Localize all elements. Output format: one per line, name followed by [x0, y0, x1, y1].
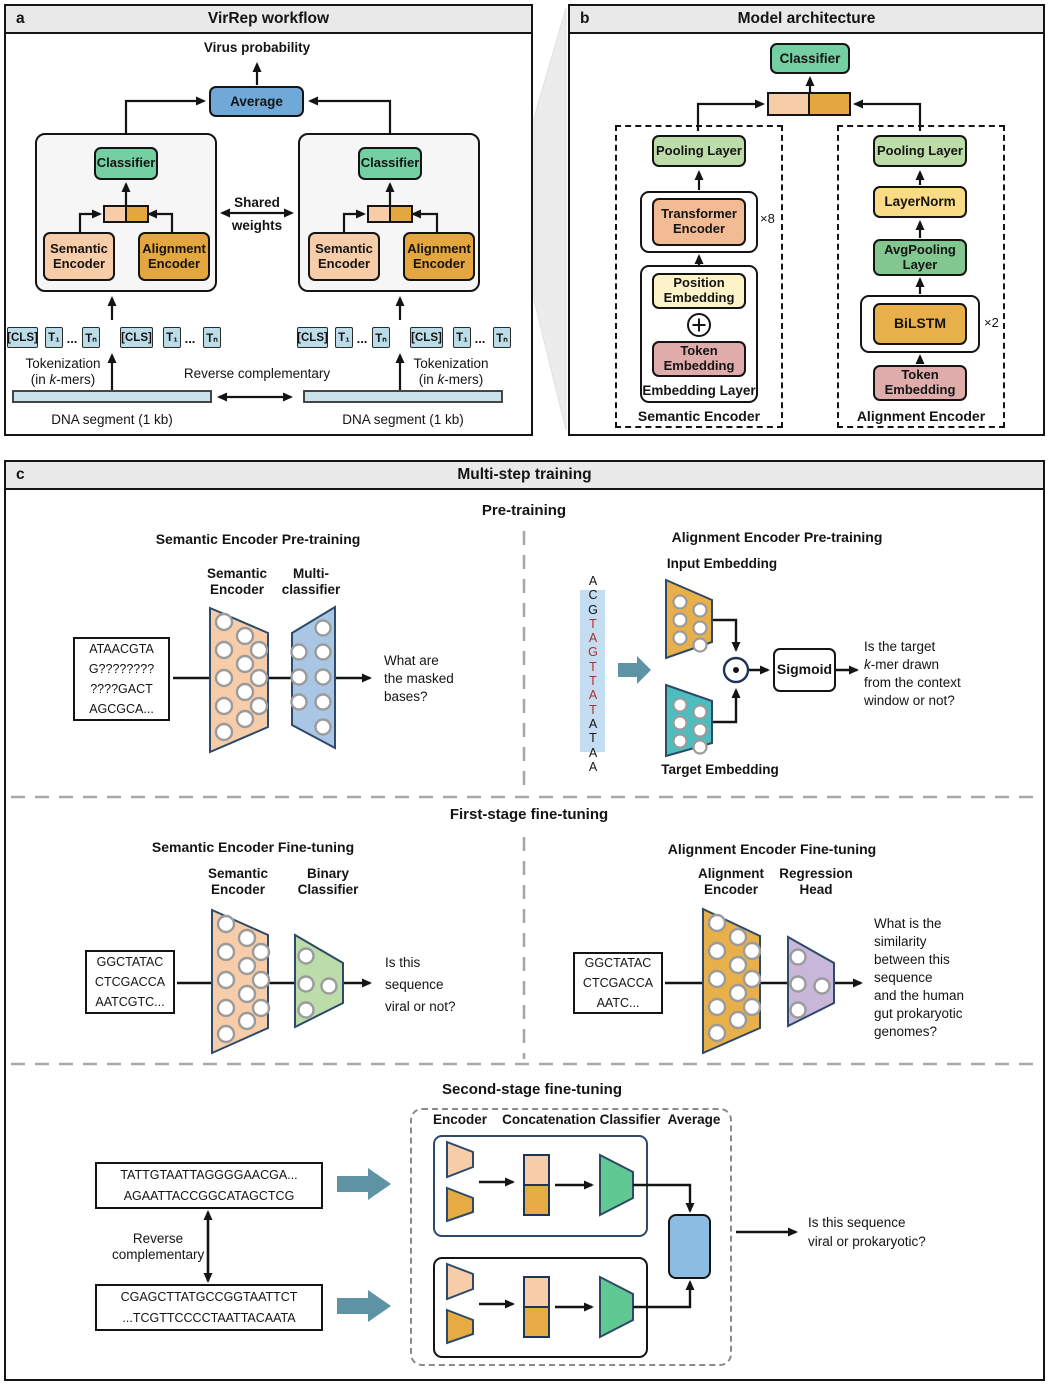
- semantic-finetune-title: Semantic Encoder Fine-tuning: [151, 839, 355, 855]
- alignment-encoder-box: Alignment Encoder: [138, 232, 210, 281]
- panel-a-header: [6, 6, 531, 34]
- tn-token: Tₙ: [372, 327, 390, 348]
- token-embedding-box: Token Embedding: [652, 341, 746, 377]
- pooling-layer-box: Pooling Layer: [873, 135, 967, 167]
- sequence-input: GGCTATAC CTCGACCA AATC...: [573, 952, 663, 1014]
- dna-segment-label: DNA segment (1 kb): [342, 412, 464, 427]
- times-8-label: ×8: [760, 211, 775, 226]
- token-ellipsis: ...: [184, 331, 196, 346]
- panel-a-title: VirRep workflow: [207, 10, 330, 27]
- layernorm-box: LayerNorm: [873, 186, 967, 218]
- tokenization-label: Tokenization (in k-mers): [25, 356, 101, 388]
- semantic-encoder-label: Semantic Encoder: [637, 408, 761, 424]
- reverse-branch-container: [433, 1257, 648, 1358]
- pretraining-heading: Pre-training: [481, 502, 567, 519]
- tn-token: Tₙ: [203, 327, 221, 348]
- token-ellipsis: ...: [66, 331, 78, 346]
- avgpooling-layer-box: AvgPooling Layer: [873, 239, 967, 276]
- virus-probability-label: Virus probability: [203, 40, 311, 55]
- tn-token: Tₙ: [493, 327, 511, 348]
- embedding-layer-label: Embedding Layer: [642, 383, 756, 398]
- zoom-connector-wedge: [534, 8, 566, 430]
- forward-branch-container: [433, 1135, 648, 1237]
- forward-sequence-input: TATTGTAATTAGGGGAACGA... AGAATTACCGGCATAGCTCG: [95, 1162, 323, 1209]
- similarity-question: What is the similarity between this sequence and the human gut prokaryotic genomes?: [874, 916, 965, 1039]
- shared-weights-label: Shared: [234, 195, 280, 210]
- pooling-layer-box: Pooling Layer: [652, 135, 746, 167]
- token-embedding-box: Token Embedding: [873, 365, 967, 401]
- times-2-label: ×2: [984, 315, 999, 330]
- regression-head-label: Regression Head: [779, 866, 853, 898]
- sigmoid-box: Sigmoid: [773, 648, 836, 692]
- shared-weights-label: weights: [231, 218, 283, 233]
- classifier-box: Classifier: [358, 147, 422, 180]
- concatenation-column-header: Concatenation: [502, 1112, 596, 1127]
- reverse-sequence-input: CGAGCTTATGCCGGTAATTCT ...TCGTTCCCCTAATTACAATA: [95, 1284, 323, 1331]
- viral-question: Is this sequence viral or not?: [385, 955, 456, 1014]
- cls-token: [CLS]: [297, 327, 328, 348]
- t1-token: T₁: [335, 327, 353, 348]
- alignment-finetune-title: Alignment Encoder Fine-tuning: [667, 841, 877, 857]
- context-window-question: Is the target k-mer drawn from the context window or not?: [864, 639, 961, 708]
- cls-token: [CLS]: [410, 327, 443, 348]
- masked-bases-question: What are the masked bases?: [384, 653, 454, 704]
- semantic-encoder-label: Semantic Encoder: [207, 866, 269, 898]
- final-question: Is this sequence viral or prokaryotic?: [808, 1215, 926, 1249]
- cls-token: [CLS]: [120, 327, 153, 348]
- reverse-complementary-label: Reverse complementary: [112, 1231, 205, 1263]
- t1-token: T₁: [45, 327, 63, 348]
- masked-sequence-input: ATAACGTA G???????? ????GACT AGCGCA...: [73, 637, 170, 721]
- semantic-encoder-box: Semantic Encoder: [308, 232, 380, 281]
- semantic-encoder-box: Semantic Encoder: [43, 232, 115, 281]
- semantic-pretrain-title: Semantic Encoder Pre-training: [155, 531, 361, 547]
- dna-segment-label: DNA segment (1 kb): [51, 412, 173, 427]
- multi-classifier-label: Multi- classifier: [281, 566, 341, 598]
- semantic-encoder-label: Semantic Encoder: [206, 566, 268, 598]
- tokenization-label: Tokenization (in k-mers): [413, 356, 489, 388]
- tn-token: Tₙ: [82, 327, 100, 348]
- alignment-encoder-label: Alignment Encoder: [698, 866, 764, 898]
- panel-b-title: Model architecture: [737, 10, 876, 27]
- cls-token: [CLS]: [7, 327, 38, 348]
- t1-token: T₁: [163, 327, 181, 348]
- token-ellipsis: ...: [474, 331, 486, 346]
- panel-b-tag: b: [580, 10, 590, 27]
- token-ellipsis: ...: [356, 331, 368, 346]
- alignment-pretrain-title: Alignment Encoder Pre-training: [671, 529, 883, 545]
- binary-classifier-label: Binary Classifier: [297, 866, 359, 898]
- panel-c-tag: c: [16, 466, 25, 483]
- average-column-header: Average: [667, 1112, 721, 1127]
- panel-a-tag: a: [16, 10, 25, 27]
- kmer-sequence-column: A C G T A G T T A T A T A A: [588, 574, 598, 774]
- panel-c-header: [6, 462, 1043, 490]
- position-embedding-box: Position Embedding: [652, 273, 746, 309]
- reverse-complementary-label: Reverse complementary: [183, 366, 331, 381]
- transformer-encoder-box: Transformer Encoder: [652, 198, 746, 246]
- sequence-input: GGCTATAC CTCGACCA AATCGTC...: [85, 950, 175, 1014]
- target-embedding-label: Target Embedding: [661, 762, 779, 777]
- input-embedding-label: Input Embedding: [666, 556, 778, 571]
- bilstm-box: BiLSTM: [873, 303, 967, 345]
- classifier-box: Classifier: [94, 147, 158, 180]
- second-stage-heading: Second-stage fine-tuning: [442, 1081, 622, 1098]
- panel-c-title: Multi-step training: [457, 466, 592, 483]
- t1-token: T₁: [453, 327, 471, 348]
- classifier-column-header: Classifier: [599, 1112, 661, 1127]
- alignment-encoder-box: Alignment Encoder: [403, 232, 475, 281]
- alignment-encoder-label: Alignment Encoder: [856, 408, 986, 424]
- classifier-box: Classifier: [770, 43, 850, 74]
- first-stage-heading: First-stage fine-tuning: [449, 806, 609, 823]
- panel-b-header: [570, 6, 1043, 34]
- encoder-column-header: Encoder: [432, 1112, 487, 1127]
- average-box: Average: [209, 86, 304, 117]
